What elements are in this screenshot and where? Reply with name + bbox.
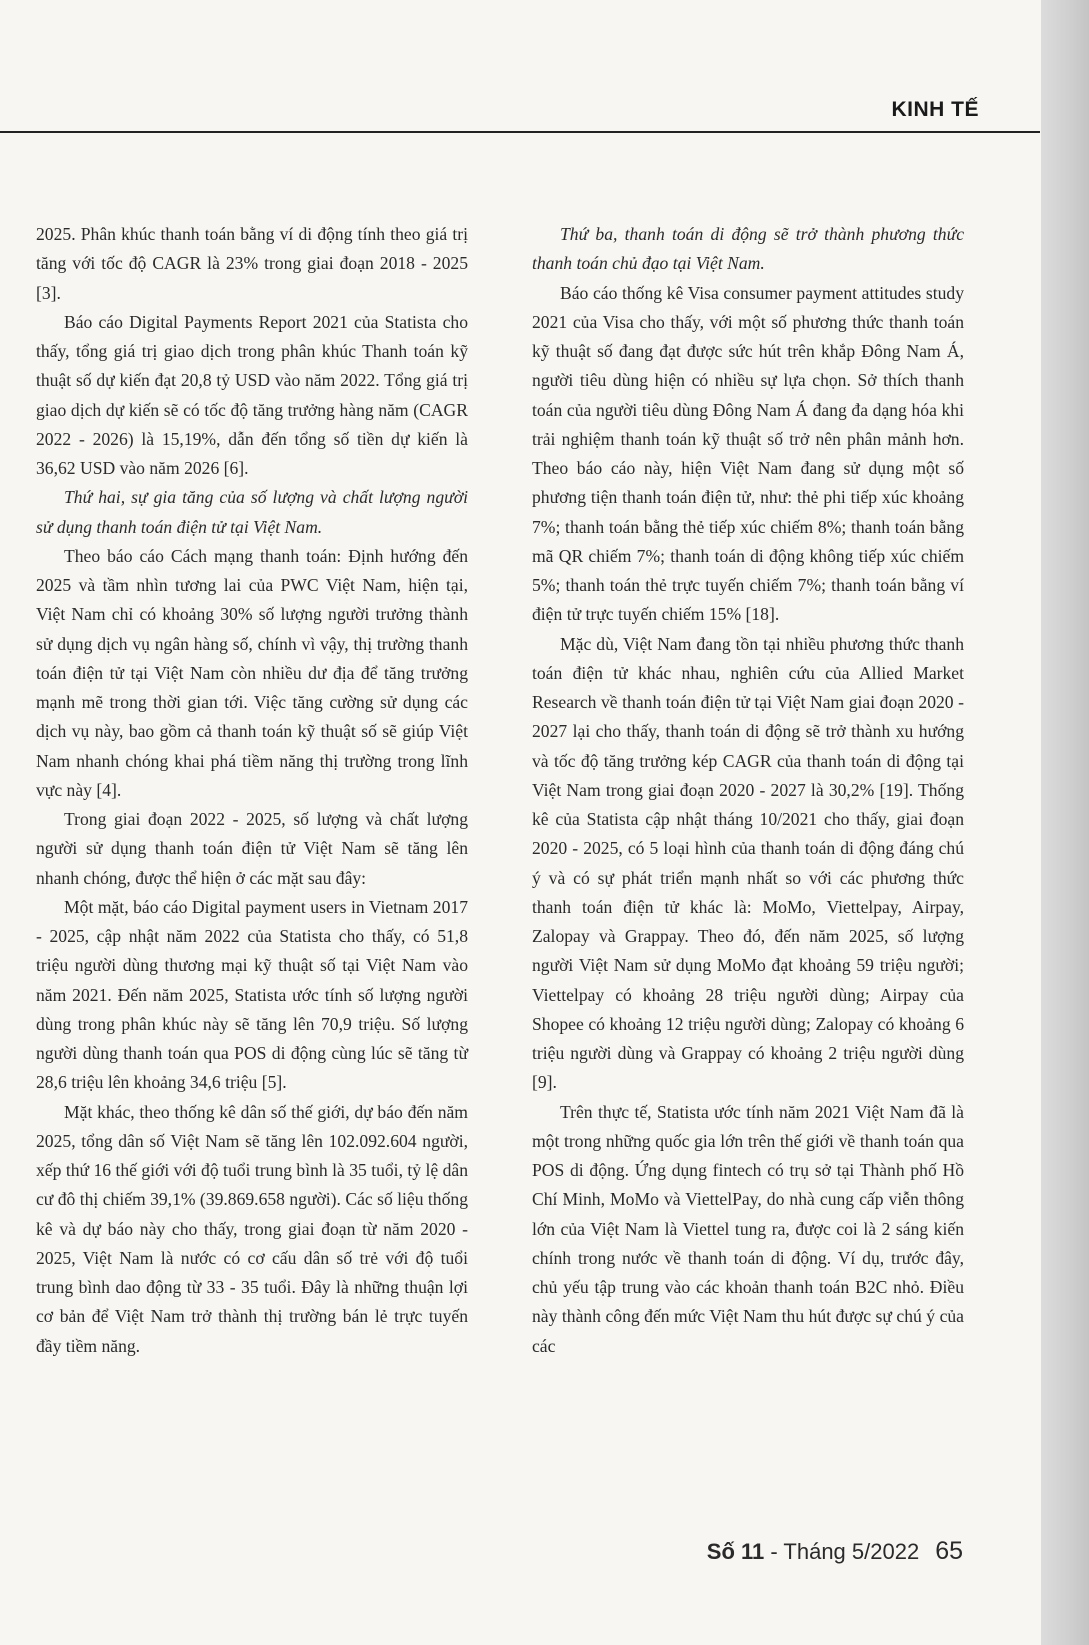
paragraph: Mặc dù, Việt Nam đang tồn tại nhiều phương thức thanh toán điện tử khác nhau, nghiên cứu của Allied Market Research về thanh toán điện tử tại Việt Nam giai đoạn 2020 - 2027 lại cho thấy, thanh toán di động sẽ trở thành xu hướng và tốc độ tăng trưởng kép CAGR của thanh toán di động tại Việt Nam trong giai đoạn 2020 - 2027 là 30,2% [19]. Thống kê của Statista cập nhật tháng 10/2021 cho thấy, giai đoạn 2020 - 2025, có 5 loại hình của thanh toán di động đáng chú ý và có sự phát triển mạnh nhất so với các phương thức thanh toán điện tử khác là: MoMo, Viettelpay, Airpay, Zalopay và Grappay. Theo đó, đến năm 2025, số lượng người Việt Nam sử dụng MoMo đạt khoảng 59 triệu người; Viettelpay có khoảng 28 triệu người dùng; Airpay của Shopee có khoảng 12 triệu người dùng; Zalopay có khoảng 6 triệu người dùng và Grappay có khoảng 2 triệu người dùng [9]. <box>532 633 964 1093</box>
page-edge-strip <box>1041 0 1089 1645</box>
issue-date: - Tháng 5/2022 <box>764 1539 920 1564</box>
page-number: 65 <box>935 1537 963 1565</box>
paragraph: Một mặt, báo cáo Digital payment users in Vietnam 2017 - 2025, cập nhật năm 2022 của Statista cho thấy, có 51,8 triệu người dùng thương mại kỹ thuật số tại Việt Nam vào năm 2021. Đến năm 2025, Statista ước tính số lượng người dùng trong phân khúc này sẽ tăng lên 70,9 triệu. Số lượng người dùng thanh toán qua POS di động cùng lúc sẽ tăng từ 28,6 triệu lên khoảng 34,6 triệu [5]. <box>36 896 468 1093</box>
paragraph: Trên thực tế, Statista ước tính năm 2021 Việt Nam đã là một trong những quốc gia lớn trên thế giới về thanh toán qua POS di động. Ứng dụng fintech có trụ sở tại Thành phố Hồ Chí Minh, MoMo và ViettelPay, do nhà cung cấp viễn thông lớn của Việt Nam là Viettel tung ra, được coi là 2 sáng kiến chính trong nước về thanh toán di động. Ví dụ, trước đây, chủ yếu tập trung vào các khoản thanh toán B2C nhỏ. Điều này thành công đến mức Việt Nam thu hút được sự chú ý của các <box>532 1101 964 1356</box>
paragraph: Trong giai đoạn 2022 - 2025, số lượng và chất lượng người sử dụng thanh toán điện tử Việt Nam sẽ tăng lên nhanh chóng, được thể hiện ở các mặt sau đây: <box>36 809 468 888</box>
paragraph: Báo cáo Digital Payments Report 2021 của Statista cho thấy, tổng giá trị giao dịch trong phân khúc Thanh toán kỹ thuật số dự kiến đạt 20,8 tỷ USD vào năm 2022. Tổng giá trị giao dịch dự kiến sẽ có tốc độ tăng trưởng hàng năm (CAGR 2022 - 2026) là 15,19%, dẫn đến tổng số tiền dự kiến là 36,62 USD vào năm 2026 [6]. <box>36 311 468 478</box>
page-footer <box>707 1537 963 1566</box>
issue-number: Số 11 <box>706 1539 765 1564</box>
italic-subheading: Thứ ba, thanh toán di động sẽ trở thành phương thức thanh toán chủ đạo tại Việt Nam. <box>532 224 964 274</box>
paragraph: Báo cáo thống kê Visa consumer payment attitudes study 2021 của Visa cho thấy, với một số phương thức thanh toán kỹ thuật số đang đạt được sức hút trên khắp Đông Nam Á, người tiêu dùng hiện có nhiều sự lựa chọn. Sở thích thanh toán của người tiêu dùng Đông Nam Á đang đa dạng hóa khi trải nghiệm thanh toán kỹ thuật số trở nên phân mảnh hơn. Theo báo cáo này, hiện Việt Nam đang sử dụng một số phương tiện thanh toán điện tử, như: thẻ phi tiếp xúc khoảng 7%; thanh toán bằng thẻ tiếp xúc chiếm 8%; thanh toán bằng mã QR chiếm 7%; thanh toán di động không tiếp xúc chiếm 5%; thanh toán thẻ trực tuyến chiếm 7%; thanh toán bằng ví điện tử trực tuyến chiếm 15% [18]. <box>532 282 964 625</box>
left-column <box>36 220 468 1361</box>
paragraph: 2025. Phân khúc thanh toán bằng ví di động tính theo giá trị tăng với tốc độ CAGR là 23% trong giai đoạn 2018 - 2025 [3]. <box>36 224 468 303</box>
italic-subheading: Thứ hai, sự gia tăng của số lượng và chất lượng người sử dụng thanh toán điện tử tại Việt Nam. <box>36 487 468 537</box>
right-column <box>532 220 964 1361</box>
paragraph: Theo báo cáo Cách mạng thanh toán: Định hướng đến 2025 và tầm nhìn tương lai của PWC Việt Nam, hiện tại, Việt Nam chỉ có khoảng 30% số lượng người trưởng thành sử dụng dịch vụ ngân hàng số, chính vì vậy, thị trường thanh toán điện tử tại Việt Nam còn nhiều dư địa để tăng trưởng mạnh mẽ trong thời gian tới. Việc tăng cường sử dụng các dịch vụ này, bao gồm cả thanh toán kỹ thuật số sẽ giúp Việt Nam nhanh chóng khai phá tiềm năng thị trường trong lĩnh vực này [4]. <box>36 545 468 800</box>
header-rule <box>0 131 1040 133</box>
paragraph: Mặt khác, theo thống kê dân số thế giới, dự báo đến năm 2025, tổng dân số Việt Nam sẽ tăng lên 102.092.604 người, xếp thứ 16 thế giới với độ tuổi trung bình là 35 tuổi, tỷ lệ dân cư đô thị chiếm 39,1% (39.869.658 người). Các số liệu thống kê và dự báo này cho thấy, trong giai đoạn từ năm 2020 - 2025, Việt Nam là nước có cơ cấu dân số trẻ với độ tuổi trung bình dao động từ 33 - 35 tuổi. Đây là những thuận lợi cơ bản để Việt Nam trở thành thị trường bán lẻ trực tuyến đầy tiềm năng. <box>36 1101 468 1356</box>
section-label: KINH TẾ <box>891 98 979 121</box>
